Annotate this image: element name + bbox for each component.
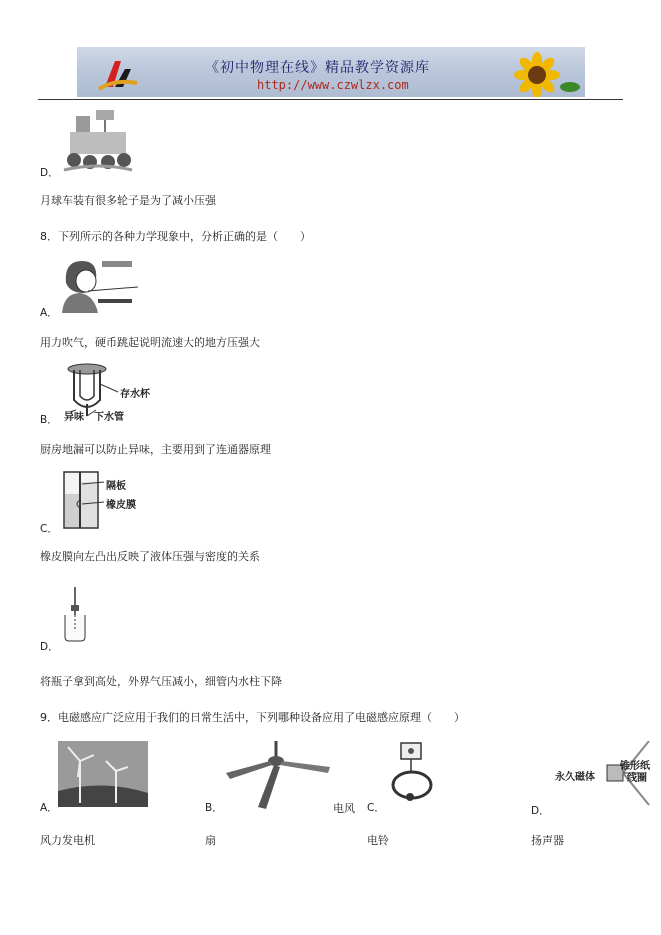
option-label: B．	[40, 414, 58, 426]
ceiling-fan-image	[224, 741, 332, 809]
option-text: 月球车装有很多轮子是为了减小压强	[40, 194, 216, 207]
option-caption: 扬声器	[531, 834, 564, 847]
option-label: A．	[40, 307, 58, 319]
option-label: C．	[367, 802, 385, 814]
option-label: C．	[40, 523, 58, 535]
diagram-label: 存水杯	[120, 389, 150, 400]
blowing-coin-image	[58, 255, 138, 313]
option-label: B．	[205, 802, 223, 814]
banner-url: http://www.czwlzx.com	[257, 78, 409, 92]
option-label: D．	[40, 641, 59, 653]
option-text: 用力吹气，硬币跳起说明流速大的地方压强大	[40, 336, 260, 349]
diagram-label: 线圈	[627, 773, 647, 784]
question-8: 8．下列所示的各种力学现象中，分析正确的是（ ）	[40, 230, 311, 243]
logo-icon	[85, 53, 145, 93]
option-caption: 风力发电机	[40, 834, 95, 847]
banner-title: 《初中物理在线》精品教学资源库	[205, 60, 430, 76]
question-9: 9．电磁感应广泛应用于我们的日常生活中，下列哪种设备应用了电磁感应原理（ ）	[40, 711, 465, 724]
diagram-label: 异味	[64, 412, 84, 423]
option-caption: 扇	[205, 834, 216, 847]
option-caption-tail: 电风	[333, 802, 355, 815]
electric-bell-image	[388, 741, 438, 809]
diagram-label: 下水管	[94, 412, 124, 423]
header-rule	[38, 99, 623, 100]
diagram-label: 隔板	[106, 481, 126, 492]
partition-container-image	[60, 470, 106, 530]
moon-rover-image	[62, 110, 134, 172]
option-text: 厨房地漏可以防止异味，主要用到了连通器原理	[40, 443, 271, 456]
option-text: 将瓶子拿到高处，外界气压减小，细管内水柱下降	[40, 675, 282, 688]
option-label: D．	[531, 805, 550, 817]
header-banner	[77, 47, 585, 97]
sunflower-icon	[495, 47, 585, 97]
option-label: D．	[40, 167, 59, 179]
wind-turbine-image	[58, 741, 148, 807]
option-label: A．	[40, 802, 58, 814]
bottle-tube-image	[60, 585, 90, 643]
option-text: 橡皮膜向左凸出反映了液体压强与密度的关系	[40, 550, 260, 563]
option-caption: 电铃	[367, 834, 389, 847]
diagram-label: 永久磁体	[555, 772, 595, 783]
diagram-label: 锥形纸	[620, 761, 650, 772]
diagram-label: 橡皮膜	[106, 500, 136, 511]
